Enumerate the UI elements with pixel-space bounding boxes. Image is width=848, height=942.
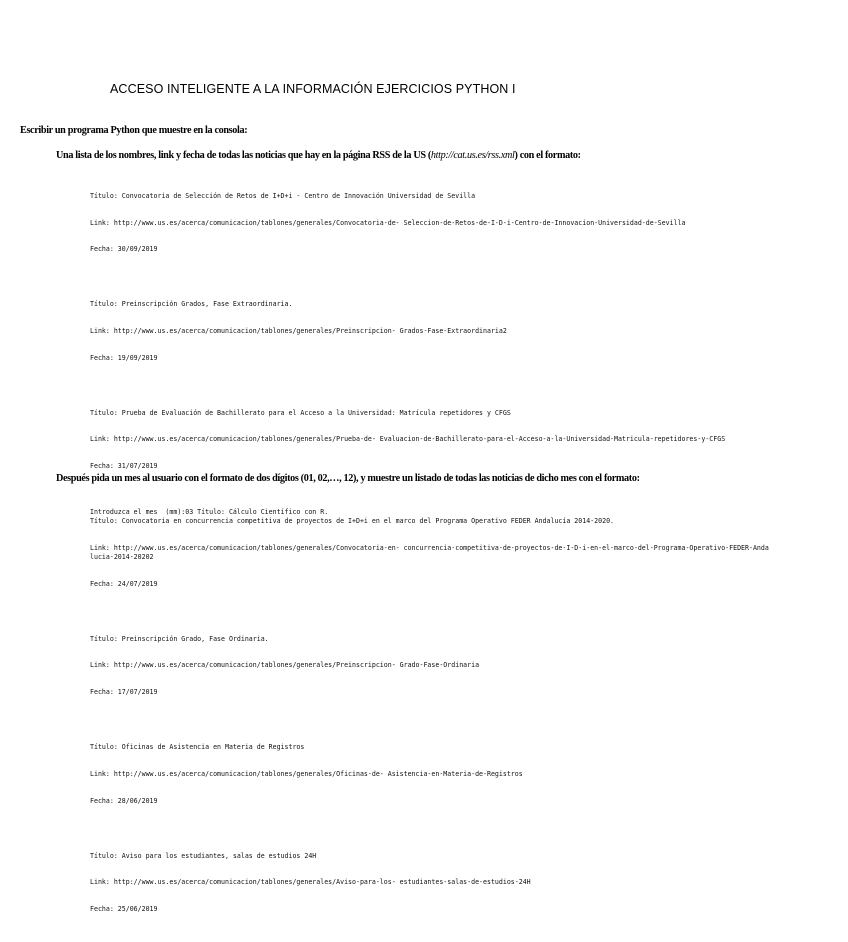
news-entry-list [90, 174, 770, 942]
entry-date: Fecha: 24/07/2019 [90, 579, 158, 588]
news-entry [90, 282, 770, 380]
entry-date: Fecha: 28/06/2019 [90, 796, 158, 805]
entry-title: Título: Convocatoria en concurrencia competitiva de proyectos de I+D+i en el marco del Programa Operativo FEDER Andalucía 2014-2020. [90, 517, 615, 526]
entry-link: Link: http://www.us.es/acerca/comunicacion/tablones/generales/Aviso-para-los- estudiantes-salas-de-estudios-24H [90, 878, 531, 887]
task1-text-after: ) con el formato: [514, 150, 581, 161]
news-entry [90, 174, 770, 272]
entry-date: Fecha: 19/09/2019 [90, 353, 158, 362]
rss-url: http://cat.us.es/rss.xml [430, 150, 515, 161]
entry-date: Fecha: 31/07/2019 [90, 462, 158, 471]
news-entry [90, 617, 770, 715]
entry-title: Título: Prueba de Evaluación de Bachillerato para el Acceso a la Universidad: Matrícula repetidores y CFGS [90, 408, 511, 417]
instruction-heading: Escribir un programa Python que muestre en la consola: [20, 125, 248, 136]
entry-date: Fecha: 30/09/2019 [90, 245, 158, 254]
entry-date: Fecha: 17/07/2019 [90, 688, 158, 697]
entry-title: Título: Preinscripción Grado, Fase Ordinaria. [90, 634, 269, 643]
entry-link: Link: http://www.us.es/acerca/comunicacion/tablones/generales/Preinscripcion- Grados-Fase-Extraordinaria2 [90, 327, 507, 335]
entry-title: Título: Oficinas de Asistencia en Materia de Registros [90, 743, 305, 752]
console-input-example: Introduzca el mes (mm):03 Título: Cálculo Científico con R. [90, 508, 329, 516]
entry-title: Título: Convocatoria de Selección de Retos de I+D+i - Centro de Innovación Universidad de Sevilla [90, 191, 476, 200]
entry-date: Fecha: 25/06/2019 [90, 904, 158, 913]
task1-heading [56, 150, 581, 161]
entry-link: Link: http://www.us.es/acerca/comunicacion/tablones/generales/Oficinas-de- Asistencia-en-Materia-de-Registros [90, 769, 523, 778]
entry-link: Link: http://www.us.es/acerca/comunicacion/tablones/generales/Convocatoria-en- concurrencia-competitiva-de-proyectos-de-I-D-i-en-el-marco-del-Programa-Operativo-FEDER-Andalucia-2014-20202 [90, 543, 769, 561]
entry-link: Link: http://www.us.es/acerca/comunicacion/tablones/generales/Convocatoria-de- Seleccion-de-Retos-de-I-D-i-Centro-de-Innovacion-Universidad-de-Sevilla [90, 218, 686, 227]
entry-link: Link: http://www.us.es/acerca/comunicacion/tablones/generales/Preinscripcion- Grado-Fase-Ordinaria [90, 661, 480, 670]
task2-heading: Después pida un mes al usuario con el formato de dos dígitos (01, 02,…, 12), y muestre un listado de todas las noticias de dicho mes con el formato: [56, 473, 640, 484]
news-entry [90, 834, 770, 932]
task1-text-before: Una lista de los nombres, link y fecha de todas las noticias que hay en la página RSS de la US ( [56, 150, 431, 161]
news-entry [90, 725, 770, 823]
entry-title: Título: Aviso para los estudiantes, salas de estudios 24H [90, 851, 317, 860]
document-title: ACCESO INTELIGENTE A LA INFORMACIÓN EJERCICIOS PYTHON I [110, 82, 516, 96]
entry-title: Título: Preinscripción Grados, Fase Extraordinaria. [90, 300, 293, 309]
entry-link: Link: http://www.us.es/acerca/comunicacion/tablones/generales/Prueba-de- Evaluacion-de-Bachillerato-para-el-Acceso-a-la-Universidad-Matricula-repetidores-y-CFGS [90, 435, 726, 444]
